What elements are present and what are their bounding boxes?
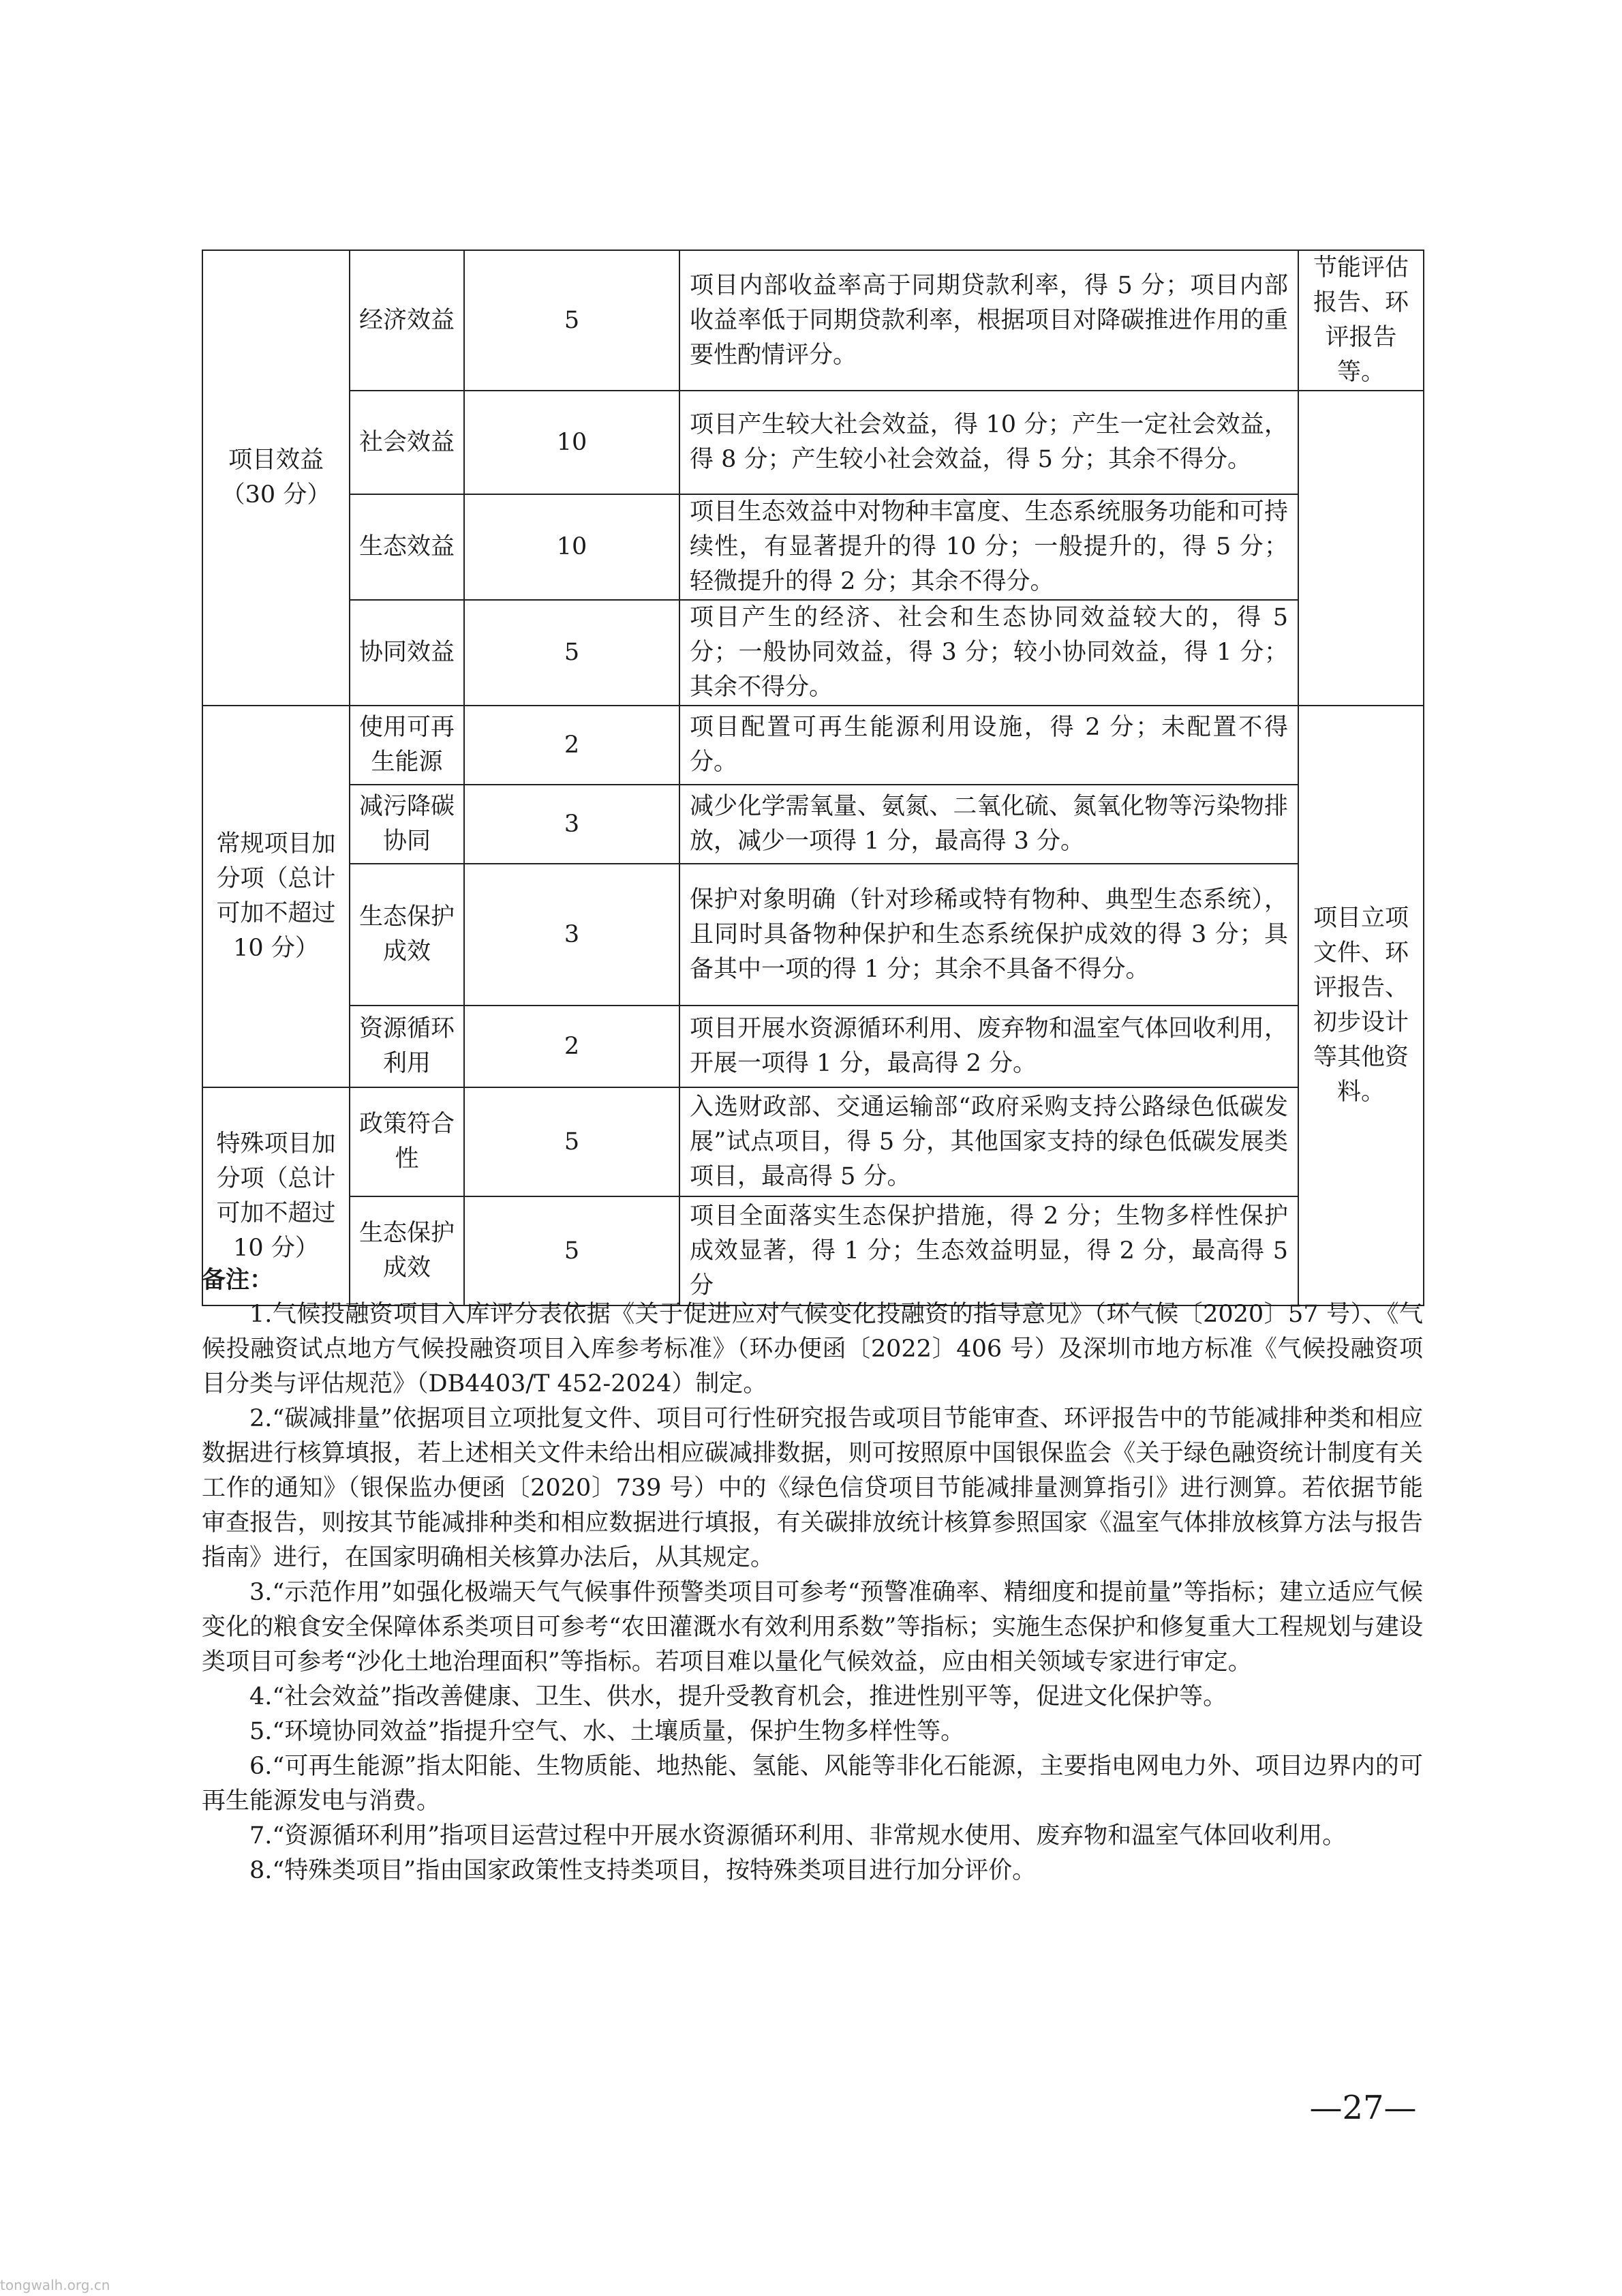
criteria-cell: 项目产生的经济、社会和生态协同效益较大的，得 5 分；一般协同效益，得 3 分；较小协同效益，得 1 分；其余不得分。 (679, 600, 1298, 706)
table-row (202, 391, 1424, 494)
criteria-cell: 减少化学需氧量、氨氮、二氧化硫、氮氧化物等污染物排放，减少一项得 1 分，最高得 3 分。 (679, 785, 1298, 864)
table-row (202, 494, 1424, 600)
criteria-cell: 入选财政部、交通运输部“政府采购支持公路绿色低碳发展”试点项目，得 5 分，其他国家支持的绿色低碳发展类项目，最高得 5 分。 (679, 1087, 1298, 1196)
category-cell: 特殊项目加分项（总计可加不超过 10 分） (202, 1087, 350, 1305)
evidence-basis-text: 节能评估报告、环评报告等。 (1313, 254, 1409, 386)
table-row (202, 785, 1424, 864)
points-cell: 5 (464, 250, 679, 391)
criteria-cell: 项目全面落实生态保护措施，得 2 分；生物多样性保护成效显著，得 1 分；生态效益明显，得 2 分，最高得 5 分 (679, 1196, 1298, 1305)
criteria-cell: 项目开展水资源循环利用、废弃物和温室气体回收利用，开展一项得 1 分，最高得 2 分。 (679, 1006, 1298, 1087)
watermark-text: tongwalh.org.cn (0, 2277, 110, 2293)
table-row (202, 1087, 1424, 1196)
table-row (202, 1006, 1424, 1087)
evidence-basis-empty-cell (1298, 391, 1424, 706)
note-item: 5.“环境协同效益”指提升空气、水、土壤质量，保护生物多样性等。 (249, 1718, 965, 1745)
category-cell: 常规项目加分项（总计可加不超过 10 分） (202, 706, 350, 1087)
item-name-cell: 政策符合性 (350, 1087, 464, 1196)
item-name-cell: 资源循环利用 (350, 1006, 464, 1087)
table-row (202, 250, 1424, 391)
note-item: 3.“示范作用”如强化极端天气气候事件预警类项目可参考“预警准确率、精细度和提前量”等指标；建立适应气候变化的粮食安全保障体系类项目可参考“农田灌溉水有效利用系数”等指标；实施生态保护和修复重大工程规划与建设类项目可参考“沙化土地治理面积”等指标。若项目难以量化气候效益，应由相关领域专家进行审定。 (202, 1579, 1423, 1676)
points-cell: 10 (464, 494, 679, 600)
criteria-cell: 项目产生较大社会效益，得 10 分；产生一定社会效益，得 8 分；产生较小社会效益，得 5 分；其余不得分。 (679, 391, 1298, 494)
item-name-cell: 生态效益 (350, 494, 464, 600)
item-name-cell: 生态保护成效 (350, 864, 464, 1006)
points-cell: 5 (464, 1196, 679, 1305)
note-item: 7.“资源循环利用”指项目运营过程中开展水资源循环利用、非常规水使用、废弃物和温室气体回收利用。 (249, 1822, 1347, 1849)
points-cell: 2 (464, 706, 679, 785)
points-cell: 3 (464, 864, 679, 1006)
item-name-cell: 使用可再生能源 (350, 706, 464, 785)
evidence-basis-cell: 项目立项文件、环评报告、初步设计等其他资料。 (1298, 706, 1424, 1305)
criteria-cell: 保护对象明确（针对珍稀或特有物种、典型生态系统），且同时具备物种保护和生态系统保护成效的得 3 分；具备其中一项的得 1 分；其余不具备不得分。 (679, 864, 1298, 1006)
note-item: 1.气候投融资项目入库评分表依据《关于促进应对气候变化投融资的指导意见》（环气候〔2020〕57 号）、《气候投融资试点地方气候投融资项目入库参考标准》（环办便函〔2022〕406 号）及深圳市地方标准《气候投融资项目分类与评估规范》（DB4403/T 452-2024）制定。 (202, 1301, 1423, 1398)
item-name-cell: 生态保护成效 (350, 1196, 464, 1305)
criteria-cell: 项目生态效益中对物种丰富度、生态系统服务功能和可持续性，有显著提升的得 10 分；一般提升的，得 5 分；轻微提升的得 2 分；其余不得分。 (679, 494, 1298, 600)
points-cell: 5 (464, 600, 679, 706)
notes-section (202, 1263, 1423, 1888)
note-item: 2.“碳减排量”依据项目立项批复文件、项目可行性研究报告或项目节能审查、环评报告中的节能减排种类和相应数据进行核算填报，若上述相关文件未给出相应碳减排数据，则可按照原中国银保监会《关于绿色融资统计制度有关工作的通知》（银保监办便函〔2020〕739 号）中的《绿色信贷项目节能减排量测算指引》进行测算。若依据节能审查报告，则按其节能减排种类和相应数据进行填报，有关碳排放统计核算参照国家《温室气体排放核算方法与报告指南》进行，在国家明确相关核算办法后，从其规定。 (202, 1405, 1423, 1571)
item-name-cell: 减污降碳协同 (350, 785, 464, 864)
scoring-table (202, 250, 1424, 1306)
note-item: 6.“可再生能源”指太阳能、生物质能、地热能、氢能、风能等非化石能源，主要指电网电力外、项目边界内的可再生能源发电与消费。 (202, 1753, 1423, 1815)
note-item: 4.“社会效益”指改善健康、卫生、供水，提升受教育机会，推进性别平等，促进文化保护等。 (249, 1683, 1227, 1710)
item-name-cell: 社会效益 (350, 391, 464, 494)
points-cell: 2 (464, 1006, 679, 1087)
notes-title: 备注： (202, 1266, 274, 1294)
points-cell: 3 (464, 785, 679, 864)
table-row (202, 706, 1424, 785)
criteria-cell: 项目内部收益率高于同期贷款利率，得 5 分；项目内部收益率低于同期贷款利率，根据项目对降碳推进作用的重要性酌情评分。 (679, 250, 1298, 391)
page-number: —27— (1309, 2089, 1417, 2127)
table-row (202, 864, 1424, 1006)
points-cell: 10 (464, 391, 679, 494)
criteria-cell: 项目配置可再生能源利用设施，得 2 分；未配置不得分。 (679, 706, 1298, 785)
category-cell: 项目效益（30 分） (202, 250, 350, 706)
table-row (202, 600, 1424, 706)
note-item: 8.“特殊类项目”指由国家政策性支持类项目，按特殊类项目进行加分评价。 (249, 1857, 1037, 1884)
points-cell: 5 (464, 1087, 679, 1196)
item-name-cell: 协同效益 (350, 600, 464, 706)
evidence-basis-cell (1298, 250, 1424, 391)
item-name-cell: 经济效益 (350, 250, 464, 391)
